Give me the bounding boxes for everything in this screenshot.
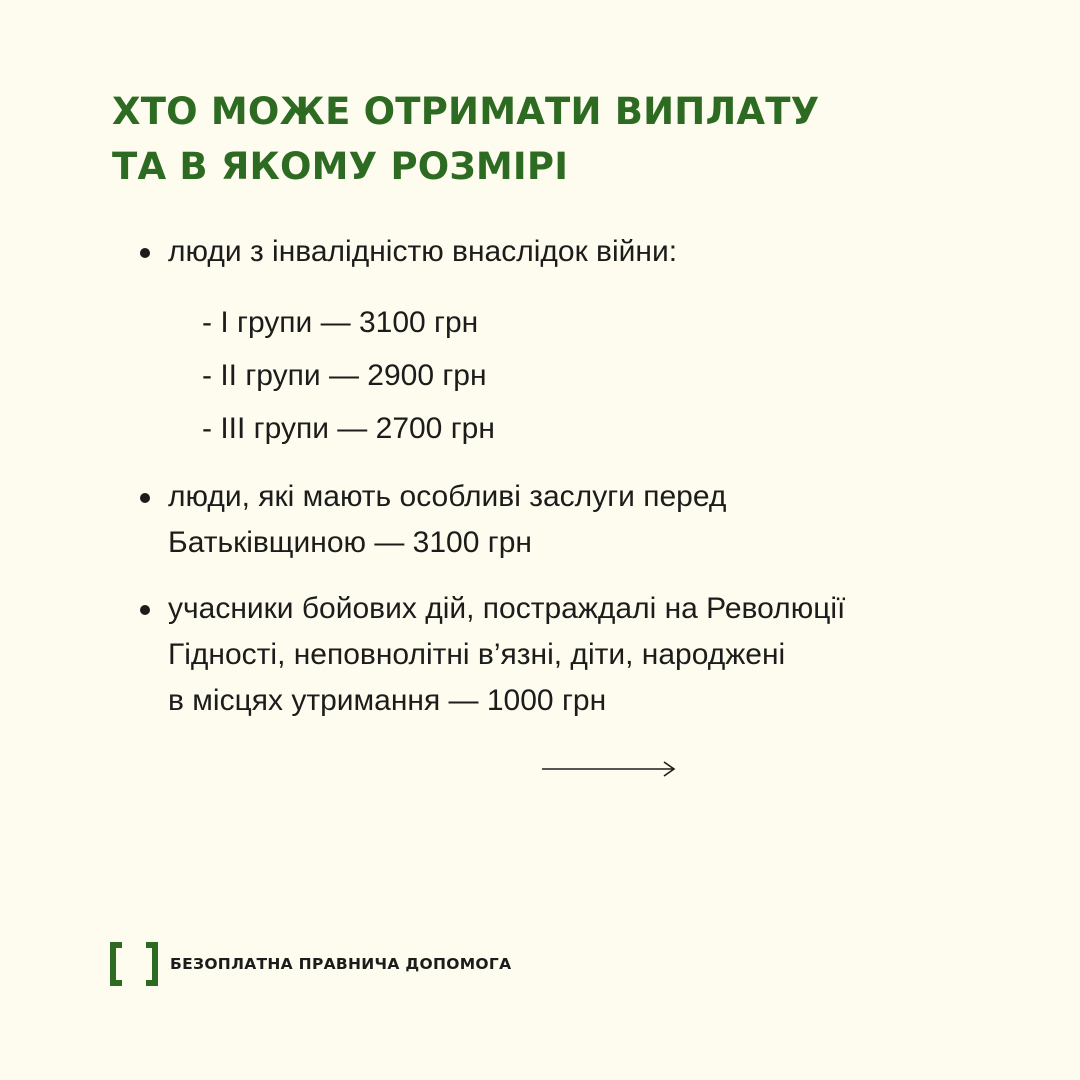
list-item-text: учасники бойових дій, постраждалі на Революції bbox=[168, 592, 846, 625]
sub-list-item: - II групи — 2900 грн bbox=[202, 359, 487, 392]
disability-groups-list bbox=[202, 296, 495, 455]
page-title bbox=[112, 84, 1012, 194]
arrow-right-icon[interactable] bbox=[542, 760, 676, 778]
list-item bbox=[140, 474, 1018, 566]
brand-name: БЕЗОПЛАТНА ПРАВНИЧА ДОПОМОГА bbox=[170, 955, 512, 973]
page-title-line-1: ХТО МОЖЕ ОТРИМАТИ ВИПЛАТУ bbox=[112, 90, 820, 133]
brackets-logo-icon bbox=[110, 942, 158, 986]
list-item-text: Батьківщиною — 3100 грн bbox=[168, 526, 532, 559]
list-item-text: люди з інвалідністю внаслідок війни: bbox=[168, 235, 678, 268]
list-item-text: Гідності, неповнолітні в’язні, діти, народжені bbox=[168, 638, 786, 671]
list-item bbox=[140, 586, 1048, 724]
footer bbox=[110, 941, 511, 987]
list-item-text: люди, які мають особливі заслуги перед bbox=[168, 480, 727, 513]
page-title-line-2: ТА В ЯКОМУ РОЗМІРІ bbox=[112, 145, 569, 188]
list-item bbox=[140, 229, 1020, 303]
sub-list-item: - I групи — 3100 грн bbox=[202, 306, 479, 339]
sub-list-item: - III групи — 2700 грн bbox=[202, 412, 495, 445]
eligibility-list bbox=[140, 229, 1020, 303]
list-item-text: в місцях утримання — 1000 грн bbox=[168, 684, 607, 717]
